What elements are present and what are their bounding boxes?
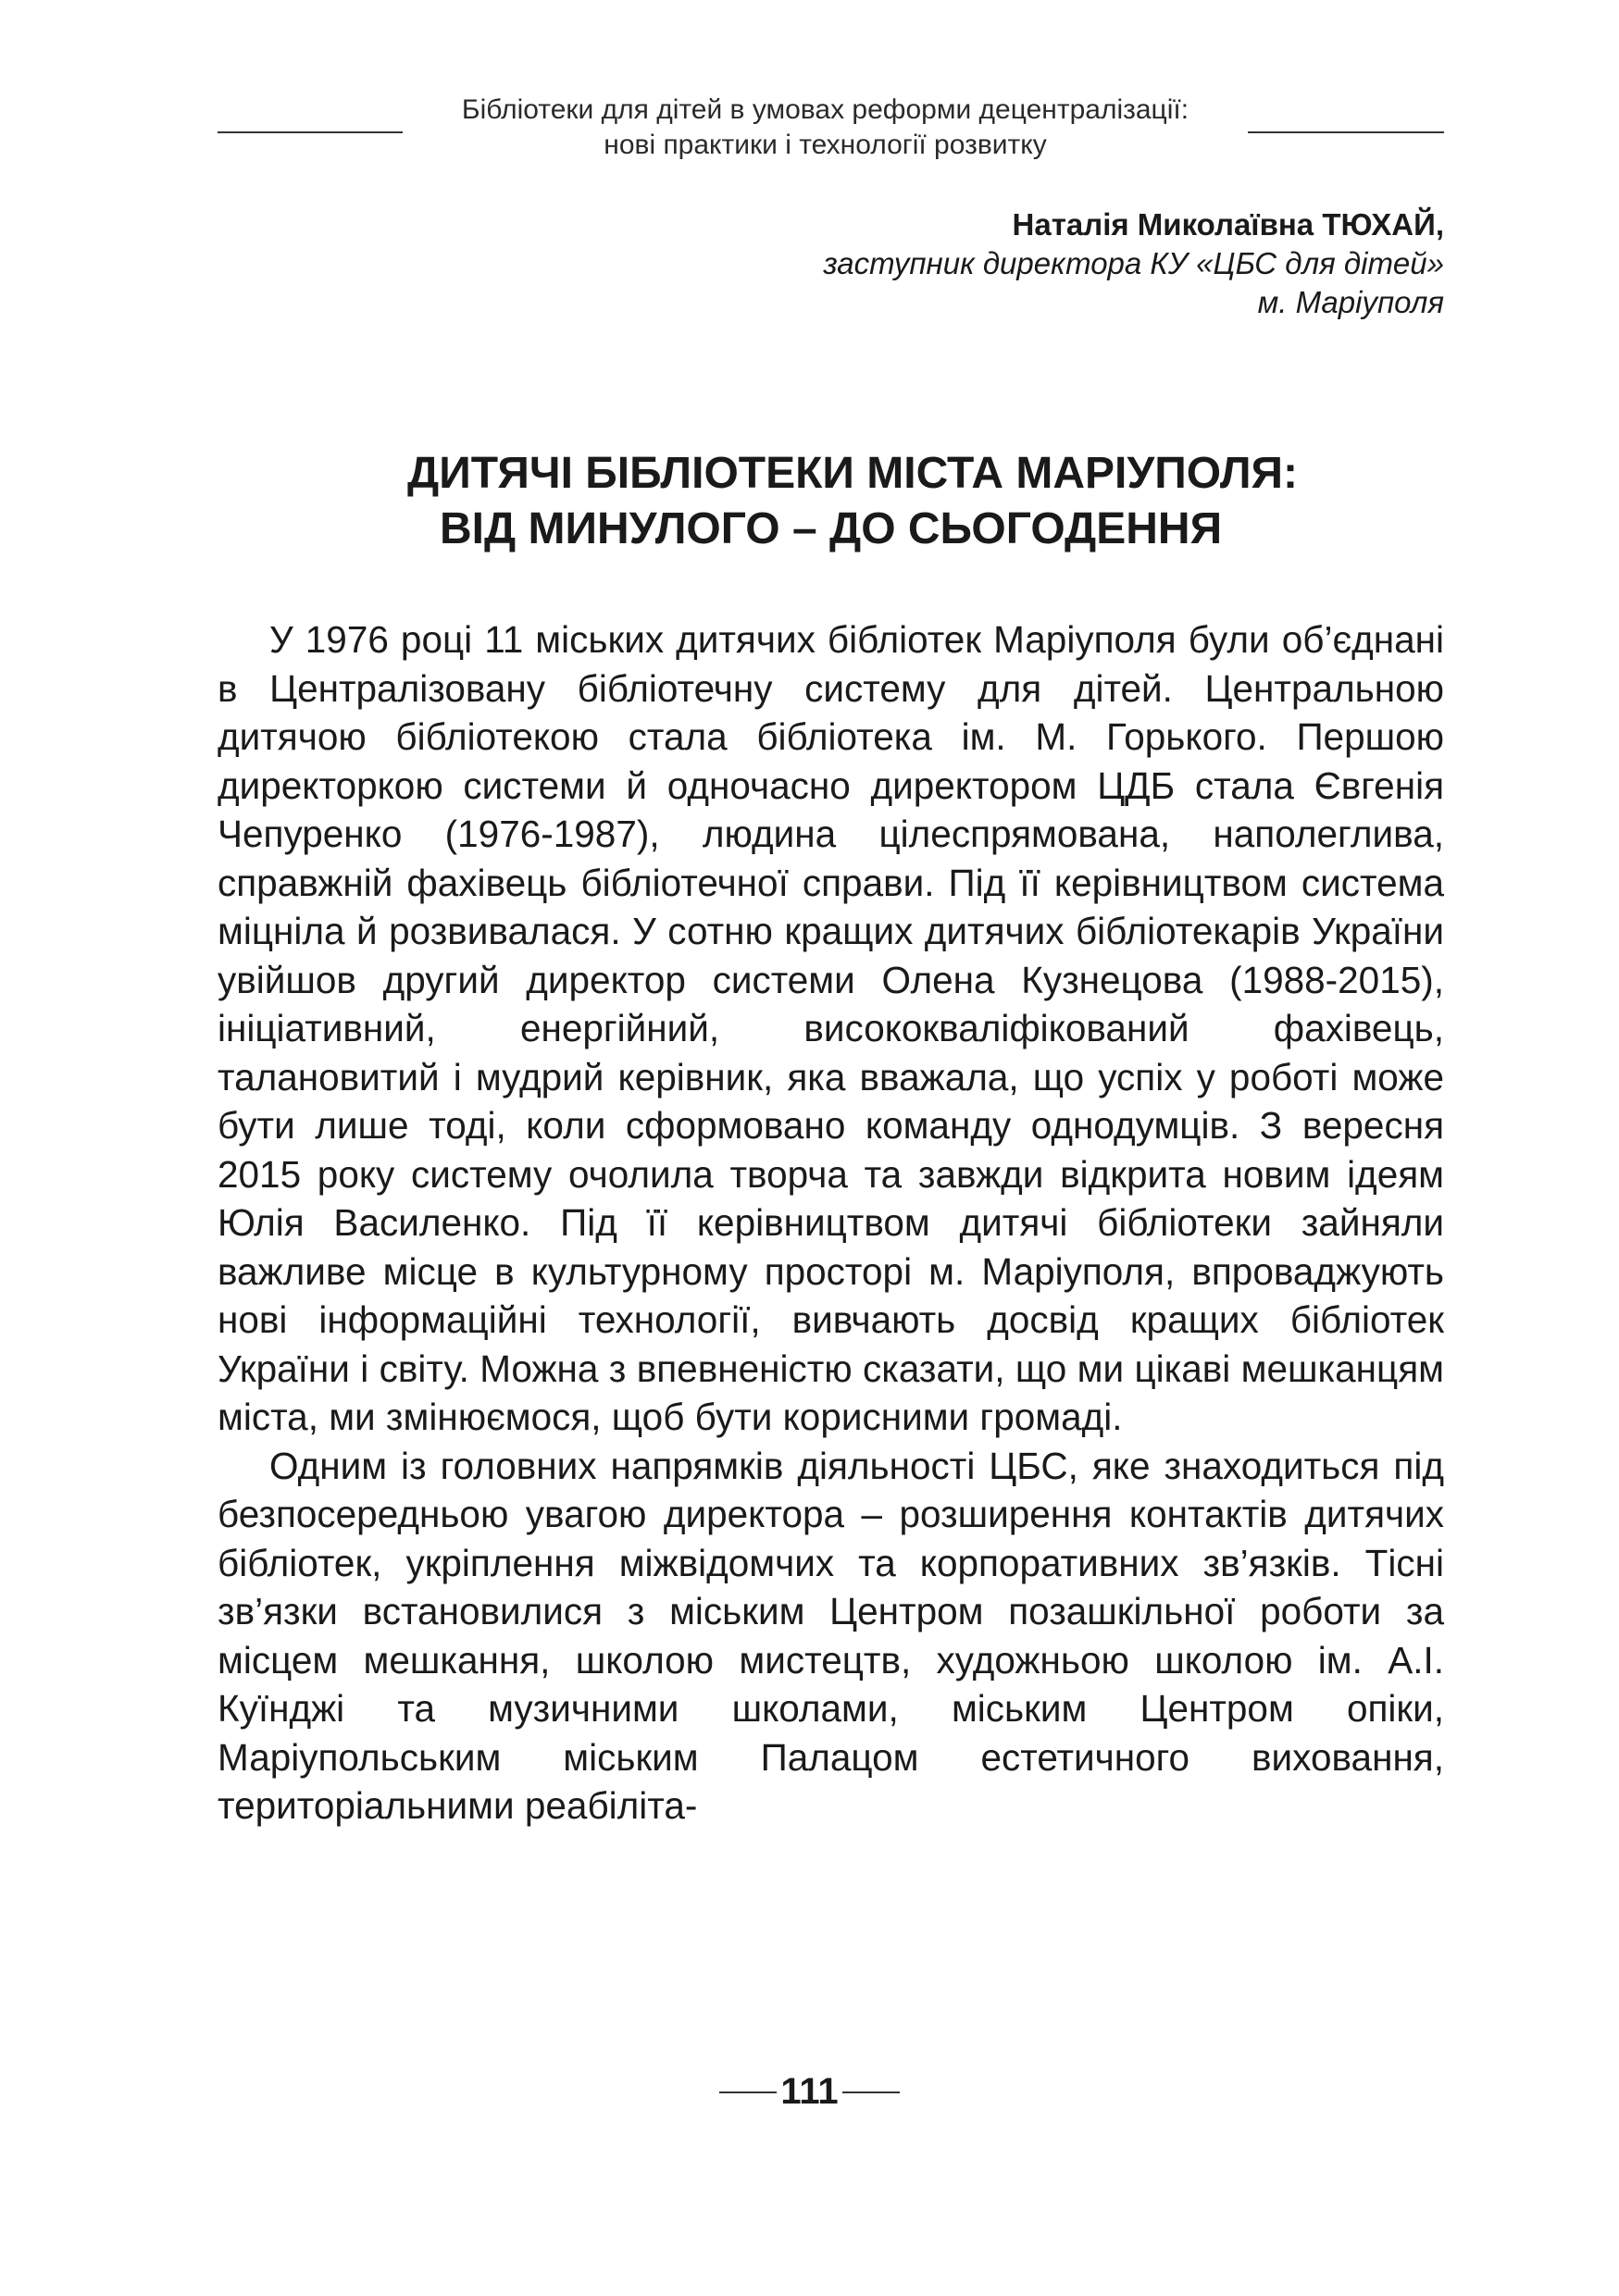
footer-dash-left [719,2091,777,2093]
author-city: м. Маріуполя [1257,285,1444,319]
author-block [611,205,1444,322]
paragraph: У 1976 році 11 міських дитячих бібліотек Маріуполя були об’єднані в Централізовану бібліотечну систему для дітей. Центральною дитячою бібліотекою стала бібліотека ім. М. Горького. Першою директоркою системи й одночасно директором ЦДБ стала Євгенія Чепуренко (1976-1987), людина цілеспрямована, наполеглива, справжній фахівець бібліотечної справи. Під її керівництвом система міцніла й розвивалася. У сотню кращих дитячих бібліотекарів України увійшов другий директор системи Олена Кузнецова (1988-2015), ініціативний, енергійний, висококваліфікований фахівець, талановитий і мудрий керівник, яка вважала, що успіх у роботі може бути лише тоді, коли сформовано команду однодумців. З вересня 2015 року систему очолила творча та завжди відкрита новим ідеям Юлія Василенко. Під її керівництвом дитячі бібліотеки зайняли важливе місце в культурному просторі м. Маріуполя, впроваджують нові інформаційні технології, вивчають досвід кращих бібліотек України і світу. Можна з впевненістю сказати, що ми цікаві мешканцям міста, ми змінюємося, щоб бути корисними громаді. [218,618,1444,1438]
author-name: Наталія Миколаївна ТЮХАЙ, [1012,207,1444,242]
article-title [407,446,1333,557]
header-line-2: нові практики і технології розвитку [604,130,1047,160]
article-title-line-2: ВІД МИНУЛОГО – ДО СЬОГОДЕННЯ [440,504,1223,553]
footer-dash-right [842,2091,900,2093]
paragraph: Одним із головних напрямків діяльності ЦБС, яке знаходиться під безпосередньою увагою директора – розширення контактів дитячих бібліотек, укріплення міжвідомчих та корпоративних зв’язків. Тісні зв’язки встановилися з міським Центром позашкільної роботи за місцем мешкання, школою мистецтв, художньою школою ім. А.І. Куїнджі та музичними школами, міським Центром опіки, Маріупольським міським Палацом естетичного виховання, територіальними реабіліта- [218,1444,1444,1827]
header-line-1: Бібліотеки для дітей в умовах реформи децентралізації: [461,94,1189,125]
header-rule-left [218,131,403,133]
article-body [218,615,1444,1831]
article-title-line-1: ДИТЯЧІ БІБЛІОТЕКИ МІСТА МАРІУПОЛЯ: [407,449,1298,498]
header-rule-right [1248,131,1444,133]
header-text [412,93,1239,163]
author-role: заступник директора КУ «ЦБС для дітей» [823,246,1444,280]
page-number: 111 [780,2071,839,2112]
page-footer [0,2071,1619,2113]
running-header [218,93,1444,167]
